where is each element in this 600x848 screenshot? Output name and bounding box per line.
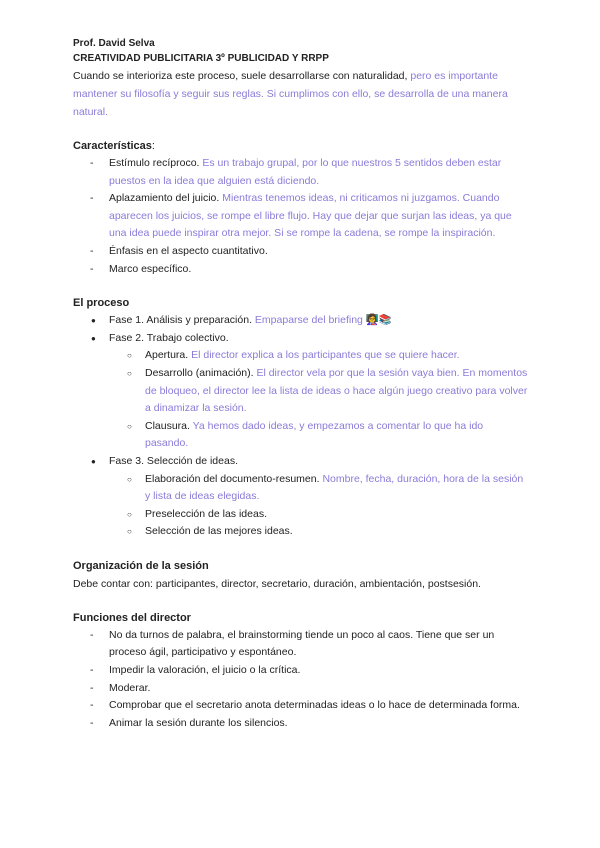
list-item [73, 330, 528, 453]
list-item [109, 418, 528, 453]
item-text: Marco específico. [109, 262, 192, 275]
intro-paragraph [73, 67, 528, 121]
item-text: Estímulo recíproco. [109, 157, 203, 169]
characteristics-title: Características [73, 140, 152, 152]
organization-text: Debe contar con: participantes, director, secretario, duración, ambientación, postsesión. [73, 577, 481, 590]
item-text: Énfasis en el aspecto cuantitativo. [109, 244, 268, 257]
process-list [73, 312, 528, 541]
item-text: Comprobar que el secretario anota determinadas ideas o lo hace de determinada forma. [109, 699, 520, 712]
item-text: Fase 2. Trabajo colectivo. [109, 331, 229, 344]
characteristics-colon: : [151, 140, 155, 152]
circle-marker: ○ [127, 421, 132, 431]
list-item [73, 680, 528, 698]
list-item [109, 506, 528, 524]
item-highlight: Nombre, fecha, duración, hora de la sesión y lista de ideas elegidas. [145, 472, 524, 503]
dash-marker: - [90, 244, 94, 257]
item-text: No da turnos de palabra, el brainstorming tiende un poco al caos. Tiene que ser un proceso ágil, participativo y espontáneo. [109, 628, 495, 659]
circle-marker: ○ [127, 368, 132, 378]
list-item [73, 715, 528, 733]
circle-marker: ○ [127, 474, 132, 484]
list-item [109, 523, 528, 541]
phase2-sublist [109, 347, 528, 453]
item-text: Impedir la valoración, el juicio o la crítica. [109, 664, 301, 677]
list-item [109, 471, 528, 506]
director-functions-list [73, 627, 528, 733]
bullet-marker: ● [91, 456, 96, 466]
item-text: Apertura. [145, 349, 192, 362]
item-text: Clausura. [145, 419, 193, 432]
circle-marker: ○ [127, 527, 132, 537]
teacher-books-emoji-icon: 👩‍🏫📚 [365, 314, 392, 327]
item-text: Aplazamiento del juicio. [109, 192, 223, 205]
bullet-marker: ● [91, 333, 96, 343]
author-name: Prof. David Selva [73, 38, 155, 49]
item-text: Fase 1. Análisis y preparación. [109, 314, 255, 327]
phase3-sublist [109, 471, 528, 541]
item-text: Preselección de las ideas. [145, 507, 267, 520]
list-item [73, 627, 528, 662]
item-text: Fase 3. Selección de ideas. [109, 454, 238, 467]
list-item [73, 261, 528, 279]
bullet-marker: ● [91, 316, 96, 326]
item-highlight: Empaparse del briefing [254, 314, 363, 327]
dash-marker: - [90, 262, 94, 275]
list-item [73, 662, 528, 680]
item-highlight: Mientras tenemos ideas, ni criticamos ni juzgamos. Cuando aparecen los juicios, se rompe el libre flujo. Hay que dejar que surjan las ideas, ya que una idea puede inspirar otra mejor. Si se rompe la cadena, se rompe la inspiración. [109, 192, 512, 240]
organization-heading: Organización de la sesión [73, 559, 209, 572]
list-item [109, 365, 528, 418]
list-item [73, 697, 528, 715]
list-item [73, 312, 528, 330]
item-highlight: Es un trabajo grupal, por lo que nuestros 5 sentidos deben estar puestos en la idea que alguien está diciendo. [109, 157, 502, 187]
item-text: Desarrollo (animación). [145, 366, 257, 379]
characteristics-heading [73, 137, 528, 155]
list-item [73, 243, 528, 261]
dash-marker: - [90, 157, 94, 169]
director-functions-heading: Funciones del director [73, 611, 191, 624]
item-highlight: El director explica a los participantes que se quiere hacer. [191, 349, 460, 362]
dash-marker: - [90, 628, 94, 641]
item-highlight: El director vela por que la sesión vaya bien. En momentos de bloqueo, el director lee la lista de ideas o hace algún juego creativo para volver a dinamizar la sesión. [145, 366, 528, 415]
course-title: CREATIVIDAD PUBLICITARIA 3º PUBLICIDAD Y RRPP [73, 53, 329, 64]
dash-marker: - [90, 716, 94, 729]
dash-marker: - [90, 664, 94, 677]
item-highlight: Ya hemos dado ideas, y empezamos a comentar lo que ha ido pasando. [145, 419, 484, 450]
list-item [73, 155, 528, 190]
process-heading: El proceso [73, 297, 130, 310]
intro-highlight: pero es importante mantener su filosofía y seguir sus reglas. Si cumplimos con ello, se desarrolla de una manera natural. [73, 70, 508, 118]
circle-marker: ○ [127, 509, 132, 519]
item-text: Moderar. [109, 681, 151, 694]
item-text: Animar la sesión durante los silencios. [109, 716, 288, 729]
circle-marker: ○ [127, 351, 132, 361]
list-item [73, 453, 528, 541]
item-text: Selección de las mejores ideas. [145, 525, 293, 538]
characteristics-list [73, 155, 528, 278]
intro-text: Cuando se interioriza este proceso, suele desarrollarse con naturalidad, [73, 70, 408, 82]
item-text: Elaboración del documento-resumen. [145, 472, 323, 485]
list-item [109, 347, 528, 365]
list-item [73, 190, 528, 243]
dash-marker: - [90, 699, 94, 712]
dash-marker: - [90, 681, 94, 694]
dash-marker: - [90, 192, 94, 205]
